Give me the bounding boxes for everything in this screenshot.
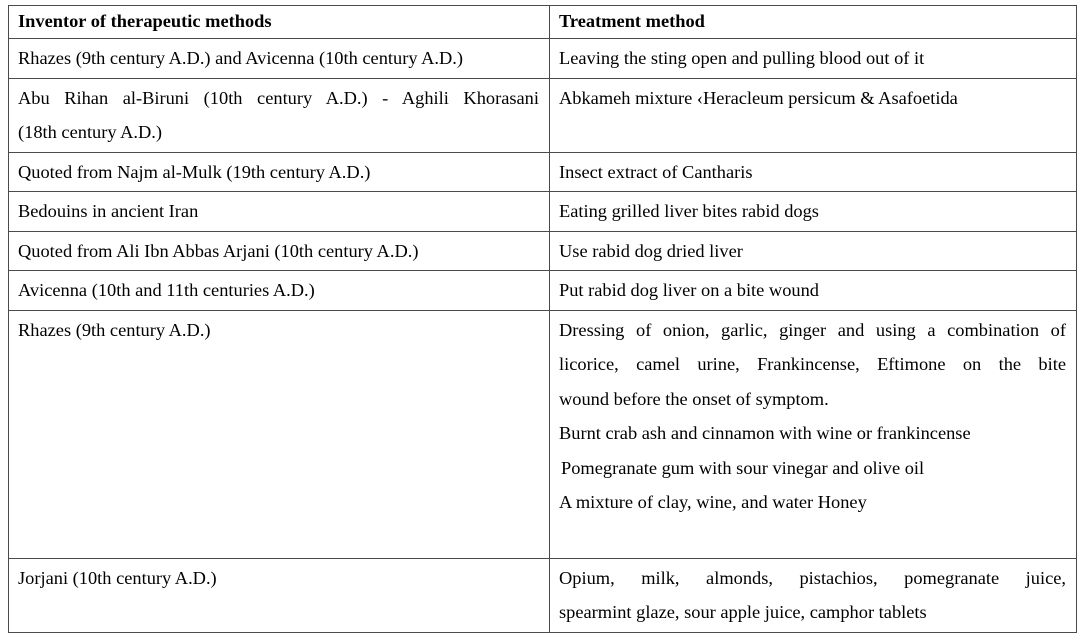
method-text-line: Opium, milk, almonds, pistachios, pomegranate juice, bbox=[559, 567, 1066, 588]
inventor-cell: Avicenna (10th and 11th centuries A.D.) bbox=[9, 271, 550, 311]
method-cell: Use rabid dog dried liver bbox=[550, 231, 1077, 271]
inventor-cell: Quoted from Ali Ibn Abbas Arjani (10th century A.D.) bbox=[9, 231, 550, 271]
method-cell: Insect extract of Cantharis bbox=[550, 152, 1077, 192]
table-row bbox=[9, 152, 1077, 192]
table-row bbox=[9, 231, 1077, 271]
method-cell bbox=[550, 558, 1077, 632]
method-text-line: Dressing of onion, garlic, ginger and using a combination of bbox=[559, 319, 1066, 340]
inventor-cell bbox=[9, 78, 550, 152]
table-row bbox=[9, 78, 1077, 152]
method-text-line: wound before the onset of symptom. bbox=[559, 388, 829, 409]
inventor-cell: Rhazes (9th century A.D.) bbox=[9, 310, 550, 558]
method-text-line: spearmint glaze, sour apple juice, camphor tablets bbox=[559, 602, 927, 622]
inventor-cell: Quoted from Najm al-Mulk (19th century A.D.) bbox=[9, 152, 550, 192]
header-treatment-method: Treatment method bbox=[550, 6, 1077, 39]
table-row bbox=[9, 192, 1077, 232]
inventor-cell: Jorjani (10th century A.D.) bbox=[9, 558, 550, 632]
table-row bbox=[9, 558, 1077, 632]
header-inventor: Inventor of therapeutic methods bbox=[9, 6, 550, 39]
therapeutic-methods-table bbox=[8, 5, 1077, 633]
table-row bbox=[9, 39, 1077, 79]
method-text-line: licorice, camel urine, Frankincense, Eftimone on the bite bbox=[559, 354, 1066, 374]
method-cell: Leaving the sting open and pulling blood out of it bbox=[550, 39, 1077, 79]
table-row bbox=[9, 310, 1077, 558]
inventor-text-line: (18th century A.D.) bbox=[18, 122, 163, 142]
table-row bbox=[9, 271, 1077, 311]
table-header-row bbox=[9, 6, 1077, 39]
method-cell: Abkameh mixture ‹Heracleum persicum & Asafoetida bbox=[550, 78, 1077, 152]
method-cell bbox=[550, 310, 1077, 558]
method-text-line: Pomegranate gum with sour vinegar and olive oil bbox=[561, 457, 925, 478]
method-text-line: Burnt crab ash and cinnamon with wine or frankincense bbox=[559, 423, 971, 443]
method-cell: Eating grilled liver bites rabid dogs bbox=[550, 192, 1077, 232]
method-text-line: A mixture of clay, wine, and water Honey bbox=[559, 492, 867, 512]
inventor-cell: Bedouins in ancient Iran bbox=[9, 192, 550, 232]
method-cell: Put rabid dog liver on a bite wound bbox=[550, 271, 1077, 311]
inventor-text-line: Abu Rihan al-Biruni (10th century A.D.) - Aghili Khorasani bbox=[18, 87, 539, 108]
inventor-cell: Rhazes (9th century A.D.) and Avicenna (10th century A.D.) bbox=[9, 39, 550, 79]
